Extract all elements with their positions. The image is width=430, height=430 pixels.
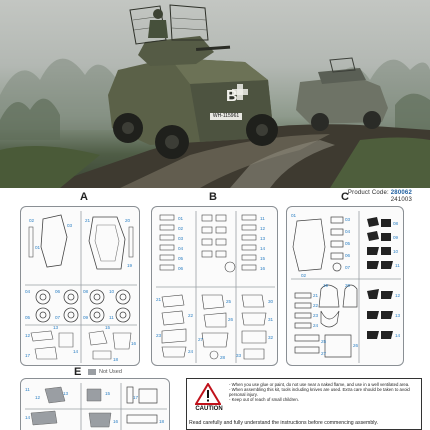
svg-text:28: 28 <box>220 355 226 360</box>
sprue-a-frame <box>20 206 140 366</box>
svg-text:24: 24 <box>188 349 194 354</box>
svg-text:11: 11 <box>25 387 30 392</box>
svg-text:07: 07 <box>345 265 351 270</box>
svg-text:32: 32 <box>268 335 274 340</box>
svg-text:09: 09 <box>83 315 89 320</box>
svg-text:13: 13 <box>260 236 266 241</box>
svg-text:16: 16 <box>113 419 119 424</box>
svg-text:27: 27 <box>321 351 327 356</box>
turret-letter: B <box>226 88 238 105</box>
sprue-a-parts <box>21 207 140 366</box>
svg-text:16: 16 <box>131 341 137 346</box>
svg-text:09: 09 <box>393 235 399 240</box>
svg-text:12: 12 <box>35 395 41 400</box>
svg-text:15: 15 <box>105 391 111 396</box>
svg-text:21: 21 <box>85 218 91 223</box>
sprue-letter-c: C <box>341 191 349 203</box>
sprue-c-frame <box>286 206 404 366</box>
svg-text:16: 16 <box>260 266 266 271</box>
svg-text:18: 18 <box>113 357 119 362</box>
svg-text:22: 22 <box>313 303 319 308</box>
not-used-swatch <box>88 369 96 375</box>
svg-text:25: 25 <box>321 339 327 344</box>
not-used-legend <box>88 369 122 375</box>
warning-triangle-icon <box>195 383 221 405</box>
caution-item: - When assembling this kit, tools including knives are used. Extra care should be taken to avoid personal injury. <box>229 387 410 397</box>
svg-text:17: 17 <box>25 353 31 358</box>
svg-text:26: 26 <box>353 343 359 348</box>
svg-text:13: 13 <box>63 391 69 396</box>
svg-text:03: 03 <box>178 236 184 241</box>
svg-text:31: 31 <box>268 317 274 322</box>
caution-item: - When you use glue or paint, do not use near a naked flame, and use in a well ventilated area. <box>229 382 410 387</box>
svg-text:02: 02 <box>178 226 184 231</box>
svg-text:19: 19 <box>323 283 329 288</box>
svg-text:12: 12 <box>260 226 266 231</box>
svg-text:13: 13 <box>395 313 401 318</box>
sprue-e-frame <box>20 378 170 430</box>
svg-text:13: 13 <box>53 325 59 330</box>
sprue-c-parts <box>287 207 404 366</box>
svg-text:12: 12 <box>395 293 401 298</box>
svg-text:11: 11 <box>109 315 114 320</box>
sprue-b-frame <box>151 206 278 366</box>
svg-text:17: 17 <box>133 395 139 400</box>
caution-title: CAUTION <box>195 406 223 412</box>
svg-text:30: 30 <box>268 299 274 304</box>
svg-text:02: 02 <box>29 218 35 223</box>
box-art-photo <box>0 0 430 188</box>
svg-text:21: 21 <box>313 293 319 298</box>
svg-text:12: 12 <box>25 333 31 338</box>
second-armored-car <box>296 58 388 131</box>
caution-list <box>229 382 419 402</box>
svg-text:10: 10 <box>109 289 115 294</box>
svg-text:04: 04 <box>178 246 184 251</box>
svg-text:10: 10 <box>393 249 399 254</box>
svg-text:19: 19 <box>127 263 133 268</box>
caution-footer: Read carefully and fully understand the instructions before commencing assembly. <box>189 420 379 426</box>
svg-text:05: 05 <box>345 241 351 246</box>
svg-text:25: 25 <box>226 299 232 304</box>
svg-text:11: 11 <box>260 216 265 221</box>
product-code: 280062 <box>390 190 412 196</box>
sprue-letter-a: A <box>80 191 88 203</box>
svg-text:23: 23 <box>156 333 162 338</box>
batch-code: 241003 <box>390 197 412 203</box>
svg-text:20: 20 <box>345 283 351 288</box>
sprue-letter-e: E <box>74 366 82 378</box>
svg-text:15: 15 <box>260 256 266 261</box>
caution-item: - Keep out of reach of small children. <box>229 397 299 402</box>
product-code-line <box>348 190 412 196</box>
svg-text:08: 08 <box>393 221 399 226</box>
svg-text:15: 15 <box>105 325 111 330</box>
svg-text:20: 20 <box>125 218 131 223</box>
svg-text:23: 23 <box>313 313 319 318</box>
svg-text:26: 26 <box>228 317 234 322</box>
svg-text:21: 21 <box>156 297 162 302</box>
sprue-letter-b: B <box>209 191 217 203</box>
sprue-b-parts <box>152 207 278 366</box>
svg-text:01: 01 <box>35 245 41 250</box>
svg-text:33: 33 <box>236 353 242 358</box>
svg-text:01: 01 <box>178 216 184 221</box>
svg-text:02: 02 <box>301 273 307 278</box>
svg-text:27: 27 <box>198 337 204 342</box>
svg-text:24: 24 <box>313 323 319 328</box>
svg-text:11: 11 <box>395 263 400 268</box>
svg-text:06: 06 <box>178 266 184 271</box>
product-code-label: Product Code: <box>347 190 389 196</box>
armored-car-illustration <box>0 0 430 188</box>
not-used-label: Not Used <box>99 369 122 375</box>
sprue-e-parts <box>21 379 170 430</box>
svg-text:14: 14 <box>260 246 266 251</box>
svg-text:07: 07 <box>55 315 61 320</box>
svg-text:08: 08 <box>83 289 89 294</box>
svg-text:14: 14 <box>395 333 401 338</box>
svg-text:14: 14 <box>25 415 31 420</box>
svg-text:05: 05 <box>178 256 184 261</box>
svg-text:04: 04 <box>25 289 31 294</box>
svg-text:01: 01 <box>291 213 297 218</box>
main-armored-car <box>108 5 278 159</box>
svg-text:18: 18 <box>159 419 165 424</box>
license-plate: WH-115961 <box>210 113 242 120</box>
svg-text:05: 05 <box>25 315 31 320</box>
svg-text:06: 06 <box>55 289 61 294</box>
svg-text:06: 06 <box>345 253 351 258</box>
svg-text:14: 14 <box>73 349 79 354</box>
svg-text:04: 04 <box>345 229 351 234</box>
svg-text:03: 03 <box>345 217 351 222</box>
svg-text:22: 22 <box>188 313 194 318</box>
svg-text:03: 03 <box>67 223 73 228</box>
